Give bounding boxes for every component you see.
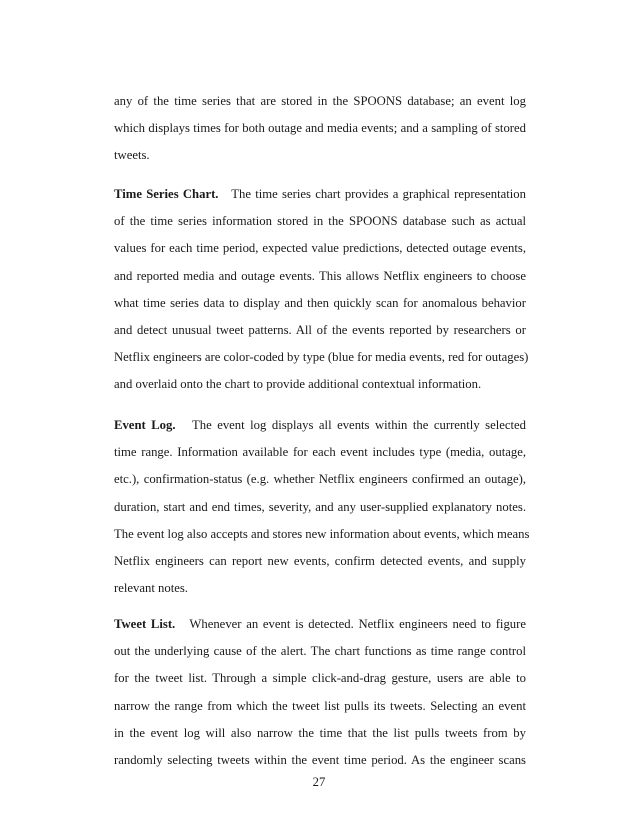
line-text: The event log displays all events within the currently selected xyxy=(191,418,527,432)
page-number: 27 xyxy=(312,775,326,789)
paragraph-line: duration, start and end times, severity, and any user-supplied explanatory notes. xyxy=(114,499,526,514)
paragraph-line: of the time series information stored in the SPOONS database such as actual xyxy=(114,214,526,229)
paragraph-line xyxy=(114,616,526,632)
section-heading: Event Log. xyxy=(114,418,176,432)
paragraph-line: randomly selecting tweets within the event time period. As the engineer scans xyxy=(114,752,526,767)
paragraph-line: relevant notes. xyxy=(114,581,188,596)
paragraph-line: in the event log will also narrow the time that the list pulls tweets from by xyxy=(114,725,526,740)
line-text: Whenever an event is detected. Netflix engineers need to figure xyxy=(189,617,527,631)
paragraph-line: narrow the range from which the tweet list pulls its tweets. Selecting an event xyxy=(114,698,526,713)
paragraph-tweet-list xyxy=(114,616,526,768)
paragraph-line: any of the time series that are stored in the SPOONS database; an event log xyxy=(114,94,526,108)
paragraph-intro xyxy=(114,93,526,163)
paragraph-line: tweets. xyxy=(114,148,150,163)
paragraph-line: and overlaid onto the chart to provide additional contextual information. xyxy=(114,377,482,392)
paragraph-line: etc.), confirmation-status (e.g. whether Netflix engineers confirmed an outage), xyxy=(114,472,526,487)
paragraph-line: which displays times for both outage and media events; and a sampling of stored xyxy=(114,121,526,136)
section-heading: Time Series Chart. xyxy=(114,187,219,201)
paragraph-line: values for each time period, expected value predictions, detected outage events, xyxy=(114,241,526,256)
paragraph-line xyxy=(114,186,526,202)
paragraph-line: what time series data to display and then quickly scan for anomalous behavior xyxy=(114,295,526,310)
paragraph-line: Netflix engineers can report new events, confirm detected events, and supply xyxy=(114,553,526,568)
section-heading: Tweet List. xyxy=(114,617,176,631)
paragraph-line xyxy=(114,417,526,433)
paragraph-event-log xyxy=(114,417,530,596)
paragraph-time-series-chart xyxy=(114,186,529,392)
line-text: The time series chart provides a graphical representation xyxy=(231,187,526,201)
paragraph-line: out the underlying cause of the alert. The chart functions as time range control xyxy=(114,644,526,659)
paragraph-line: time range. Information available for each event includes type (media, outage, xyxy=(114,445,526,460)
paragraph-line: and reported media and outage events. This allows Netflix engineers to choose xyxy=(114,268,526,283)
paragraph-line: for the tweet list. Through a simple click-and-drag gesture, users are able to xyxy=(114,671,526,686)
paragraph-line: Netflix engineers are color-coded by type (blue for media events, red for outages) xyxy=(114,350,529,365)
paragraph-line: and detect unusual tweet patterns. All of the events reported by researchers or xyxy=(114,322,526,337)
paragraph-line: The event log also accepts and stores new information about events, which means xyxy=(114,526,530,541)
